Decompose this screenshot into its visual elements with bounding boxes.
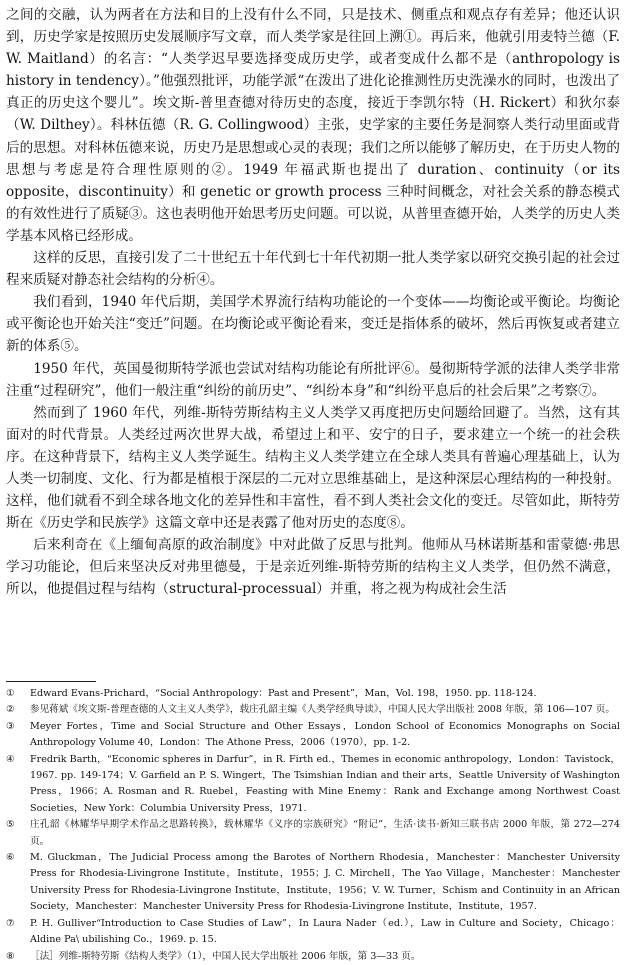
footnote-text: 参见蒋斌《埃文斯-普理查德的人文主义人类学》，载庄孔韶主编《人类学经典导读》，中国人民大学出版社 2008 年版，第 106—107 页。 xyxy=(30,704,615,716)
footnote-number: ① xyxy=(6,688,15,699)
footnote-number: ⑧ xyxy=(6,950,15,962)
footnote-number: ③ xyxy=(6,720,15,732)
footnote-3 xyxy=(6,719,620,752)
footnote-4 xyxy=(6,752,620,818)
paragraph-3: 我们看到，1940 年代后期，美国学术界流行结构功能论的一个变体——均衡论或平衡论。均衡论或平衡论也开始关注“变迁”问题。在均衡论或平衡论看来，变迁是指体系的破坏，然后再恢复或者建立新的体系⑤。 xyxy=(6,294,620,355)
footnote-divider xyxy=(6,681,96,682)
footnote-text: Edward Evans-Prichard，“Social Anthropology：Past and Present”，Man，Vol. 198，1950. pp. 118-124. xyxy=(30,688,537,699)
paragraph-4: 1950 年代，英国曼彻斯特学派也尝试对结构功能论有所批评⑥。曼彻斯特学派的法律人类学非常注重“过程研究”，他们一般注重“纠纷的前历史”、“纠纷本身”和“纠纷平息后的社会后果”之考察⑦。 xyxy=(6,360,620,399)
footnote-number: ⑥ xyxy=(6,852,15,864)
main-text xyxy=(6,4,620,601)
footnote-7 xyxy=(6,916,620,949)
paragraph-5: 然而到了 1960 年代，列维-斯特劳斯结构主义人类学又再度把历史问题给回避了。当然，这有其面对的时代背景。人类经过两次世界大战，希望过上和平、安宁的日子，要求建立一个统一的社会秩序。在这种背景下，结构主义人类学诞生。结构主义人类学建立在全球人类具有普遍心理基础上，认为人类一切制度、文化、行为都是植根于深层的二元对立思维基础上，是这种深层心理结构的一种投射。这样，他们就看不到全球各地文化的差异性和丰富性，看不到人类社会文化的变迁。尽管如此，斯特劳斯在《历史学和民族学》这篇文章中还是表露了他对历史的态度⑧。 xyxy=(6,404,620,532)
footnote-number: ⑦ xyxy=(6,917,15,929)
footnote-8 xyxy=(6,949,620,965)
footnote-6 xyxy=(6,850,620,916)
footnote-5 xyxy=(6,817,620,850)
footnote-text: ［法］列维-斯特劳斯《结构人类学》（1），中国人民大学出版社 2006 年版，第 3—33 页。 xyxy=(30,950,421,962)
paragraph-2: 这样的反思，直接引发了二十世纪五十年代到七十年代初期一批人类学家以研究交换引起的社会过程来质疑对静态社会结构的分析④。 xyxy=(6,250,620,289)
footnote-2 xyxy=(6,702,620,718)
paragraph-1: 之间的交融，认为两者在方法和目的上没有什么不同，只是技术、侧重点和观点存有差异；他还认识到，历史学家是按照历史发展顺序写文章，而人类学家是往回上溯①。再后来，他就引用麦特兰德（F. W. Maitland）的名言：“人类学迟早要选择变成历史学，或者变成什么都不是（anthropology is history in tendency）。”他强烈批评，功能学派“在泼出了进化论推测性历史洗澡水的同时，也泼出了真正的历史这个婴儿”。埃文斯-普里查德对待历史的态度，接近于李凯尔特（H. Rickert）和狄尔泰（W. Dilthey）。科林伍德（R. G. Collingwood）主张，史学家的主要任务是洞察人类行动里面或背后的思想。对科林伍德来说，历史乃是思想或心灵的表现；我们之所以能够了解历史，在于历史人物的思想与考虑是符合理性原则的②。1949 年福武斯也提出了 duration、continuity（or its opposite，discontinuity）和 genetic or growth process 三种时间概念，对社会关系的静态模式的有效性进行了质疑③。这也表明他开始思考历史问题。可以说，从普里查德开始，人类学的历史人类学基本风格已经形成。 xyxy=(6,7,620,244)
footnotes xyxy=(6,686,620,965)
footnote-text: 庄孔韶《林耀华早期学术作品之思路转换》，载林耀华《义序的宗族研究》“附记”，生活·读书·新知三联书店 2000 年版，第 272—274 页。 xyxy=(30,819,620,847)
footnote-number: ④ xyxy=(6,753,15,765)
footnote-text: M. Gluckman，The Judicial Process among the Barotes of Northern Rhodesia，Manchester：Manchester University Press for Rhodesia-Livingrone Institute，Institute，1955；J. C. Mirchell，The Yao Village，Manchester：Manchester University Press for Rhodesia-Livingrone Institute，Institute，1956；V. W. Turner，Schism and Continuity in an African Society，Manchester：Manchester University Press for Rhodesia-Livingrone Institute，Institute，1957. xyxy=(30,852,620,913)
footnote-text: P. H. Gulliver“Introduction to Case Studies of Law”，In Laura Nader（ed.），Law in Culture and Society，Chicago：Aldine Pa\ ubilishing Co.，1969. p. 15. xyxy=(30,917,620,946)
footnote-number: ⑤ xyxy=(6,819,15,831)
footnote-text: Fredrik Barth，“Economic spheres in Darfur”，in R. Firth ed.，Themes in economic anthropology，London：Tavistock，1967. pp. 149-174；V. Garfield an P. S. Wingert，The Tsimshian Indian and their arts，Seattle University of Washington Press，1966；A. Rosman and R. Ruebel，Feasting with Mine Enemy：Rank and Exchange among Northwest Coast Societies，New York：Columbia University Press，1971. xyxy=(30,753,620,814)
footnote-1 xyxy=(6,686,620,702)
footnote-text: Meyer Fortes，Time and Social Structure and Other Essays，London School of Economics Monographs on Social Anthropology Volume 40，London：The Athone Press，2006（1970），pp. 1-2. xyxy=(30,720,620,749)
paragraph-6: 后来利奇在《上缅甸高原的政治制度》中对此做了反思与批判。他师从马林诺斯基和雷蒙德·弗思学习功能论，但后来坚决反对弗里德曼，于是亲近列维-斯特劳斯的结构主义人类学，但仍然不满意，所以，他提倡过程与结构（structural-processual）并重，将之视为构成社会生活 xyxy=(6,537,620,598)
footnote-number: ② xyxy=(6,704,15,716)
